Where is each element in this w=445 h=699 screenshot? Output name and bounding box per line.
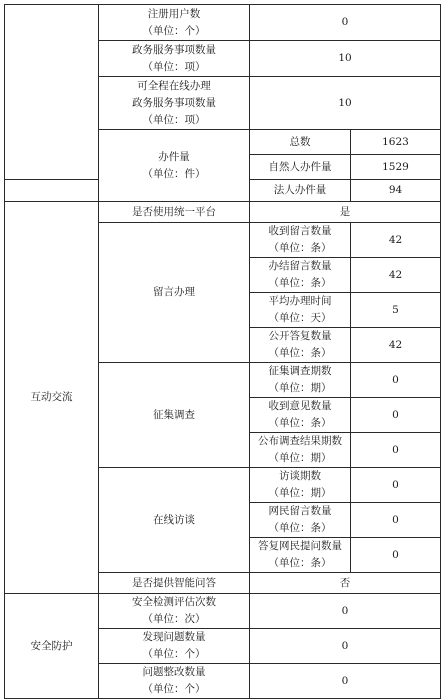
group-label: 留言办理 bbox=[99, 223, 250, 363]
row-label: 安全检测评估次数 （单位：次） bbox=[99, 594, 250, 629]
sub-value: 94 bbox=[351, 180, 441, 202]
table-row bbox=[5, 202, 441, 223]
row-value: 10 bbox=[250, 77, 441, 130]
sub-value: 0 bbox=[351, 398, 441, 433]
sub-label: 网民留言数量 （单位：条） bbox=[250, 503, 351, 538]
row-label: 是否使用统一平台 bbox=[99, 202, 250, 223]
sub-value: 42 bbox=[351, 258, 441, 293]
row-value: 0 bbox=[250, 629, 441, 664]
table-row bbox=[5, 594, 441, 629]
sub-label: 收到意见数量 （单位：条） bbox=[250, 398, 351, 433]
row-label: 是否提供智能问答 bbox=[99, 573, 250, 594]
row-value: 0 bbox=[250, 5, 441, 41]
row-label: 发现问题数量 （单位：个） bbox=[99, 629, 250, 664]
sub-label: 平均办理时间 （单位：天） bbox=[250, 293, 351, 328]
sub-label: 公开答复数量 （单位：条） bbox=[250, 328, 351, 363]
sub-label: 办结留言数量 （单位：条） bbox=[250, 258, 351, 293]
section-spacer bbox=[5, 180, 99, 202]
group-label: 在线访谈 bbox=[99, 468, 250, 573]
row-value: 10 bbox=[250, 41, 441, 77]
row-label: 办件量 （单位：件） bbox=[99, 130, 250, 202]
sub-label: 自然人办件量 bbox=[250, 155, 351, 180]
sub-value: 5 bbox=[351, 293, 441, 328]
section-label-security: 安全防护 bbox=[5, 594, 99, 699]
group-label: 征集调查 bbox=[99, 363, 250, 468]
section-label-interact: 互动交流 bbox=[5, 202, 99, 594]
sub-value: 0 bbox=[351, 468, 441, 503]
sub-value: 1623 bbox=[351, 130, 441, 155]
row-value: 是 bbox=[250, 202, 441, 223]
sub-value: 1529 bbox=[351, 155, 441, 180]
row-label: 问题整改数量 （单位：个） bbox=[99, 664, 250, 699]
sub-label: 公布调查结果期数 （单位：期） bbox=[250, 433, 351, 468]
sub-label: 法人办件量 bbox=[250, 180, 351, 202]
sub-label: 征集调查期数 （单位：期） bbox=[250, 363, 351, 398]
row-value: 0 bbox=[250, 664, 441, 699]
table-row bbox=[5, 5, 441, 41]
sub-value: 42 bbox=[351, 328, 441, 363]
row-label: 政务服务事项数量 （单位：项） bbox=[99, 41, 250, 77]
row-label: 可全程在线办理 政务服务事项数量 （单位：项） bbox=[99, 77, 250, 130]
sub-value: 0 bbox=[351, 503, 441, 538]
sub-value: 42 bbox=[351, 223, 441, 258]
sub-label: 答复网民提问数量 （单位：条） bbox=[250, 538, 351, 573]
sub-label: 收到留言数量 （单位：条） bbox=[250, 223, 351, 258]
row-value: 0 bbox=[250, 594, 441, 629]
sub-label: 总数 bbox=[250, 130, 351, 155]
row-value: 否 bbox=[250, 573, 441, 594]
stats-table bbox=[4, 4, 441, 699]
sub-label: 访谈期数 （单位：期） bbox=[250, 468, 351, 503]
row-label: 注册用户数 （单位：个） bbox=[99, 5, 250, 41]
sub-value: 0 bbox=[351, 433, 441, 468]
sub-value: 0 bbox=[351, 538, 441, 573]
blank-section-cell bbox=[5, 5, 99, 180]
sub-value: 0 bbox=[351, 363, 441, 398]
